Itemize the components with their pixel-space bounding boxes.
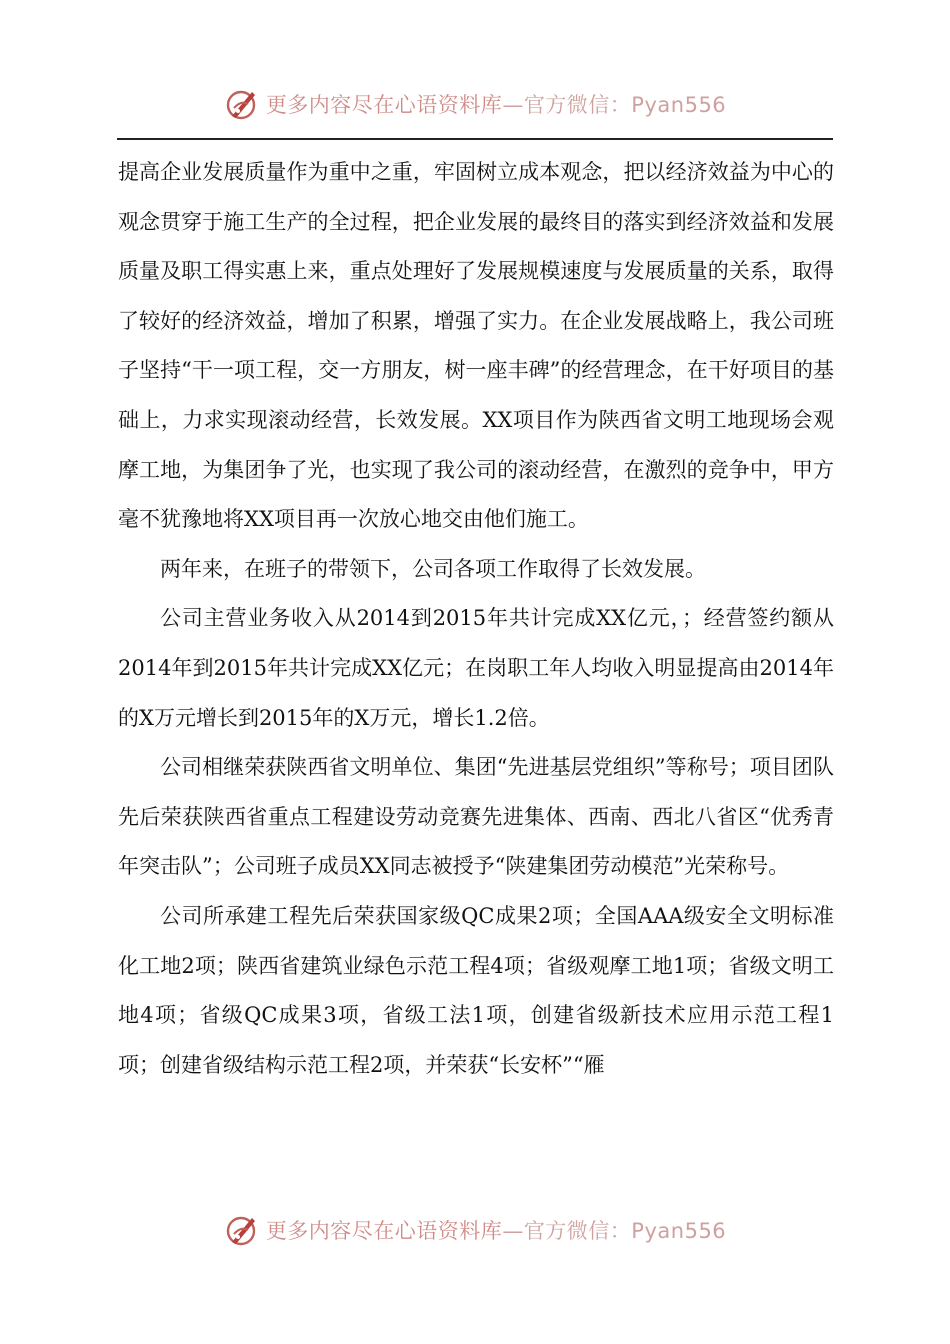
watermark-sub: —官方微信：Pyan556 <box>502 1219 727 1243</box>
paragraph: 公司所承建工程先后荣获国家级QC成果2项；全国AAA级安全文明标准化工地2项；陕西省建筑业绿色示范工程4项；省级观摩工地1项；省级文明工地4项；省级QC成果3项，省级工法1项，创建省级新技术应用示范工程1项；创建省级结构示范工程2项，并荣获“长安杯”“雁 <box>118 903 834 1077</box>
header-divider <box>117 138 833 140</box>
header-watermark <box>0 82 950 126</box>
document-body <box>118 148 834 1090</box>
watermark-text <box>266 1215 726 1245</box>
pen-nib-logo-icon <box>224 86 260 122</box>
paragraph: 公司主营业务收入从2014到2015年共计完成XX亿元，；经营签约额从2014年到2015年共计完成XX亿元；在岗职工年人均收入明显提高由2014年的X万元增长到2015年的X万元，增长1.2倍。 <box>118 606 834 730</box>
paragraph-continued: 提高企业发展质量作为重中之重，牢固树立成本观念，把以经济效益为中心的观念贯穿于施工生产的全过程，把企业发展的最终目的落实到经济效益和发展质量及职工得实惠上来，重点处理好了发展规模速度与发展质量的关系，取得了较好的经济效益，增加了积累，增强了实力。在企业发展战略上，我公司班子坚持“干一项工程，交一方朋友，树一座丰碑”的经营理念，在干好项目的基础上，力求实现滚动经营，长效发展。XX项目作为陕西省文明工地现场会观摩工地，为集团争了光，也实现了我公司的滚动经营，在激烈的竞争中，甲方毫不犹豫地将XX项目再一次放心地交由他们施工。 <box>118 160 834 532</box>
paragraph: 两年来，在班子的带领下，公司各项工作取得了长效发展。 <box>160 556 706 581</box>
watermark-sub: —官方微信：Pyan556 <box>502 93 727 117</box>
pen-nib-logo-icon <box>224 1212 260 1248</box>
paragraph: 公司相继荣获陕西省文明单位、集团“先进基层党组织”等称号；项目团队先后荣获陕西省重点工程建设劳动竞赛先进集体、西南、西北八省区“优秀青年突击队”；公司班子成员XX同志被授予“陕建集团劳动模范”光荣称号。 <box>118 755 834 879</box>
footer-watermark <box>0 1208 950 1252</box>
watermark-main: 更多内容尽在心语资料库 <box>265 1219 503 1243</box>
watermark-text <box>266 89 726 119</box>
watermark-main: 更多内容尽在心语资料库 <box>265 93 503 117</box>
